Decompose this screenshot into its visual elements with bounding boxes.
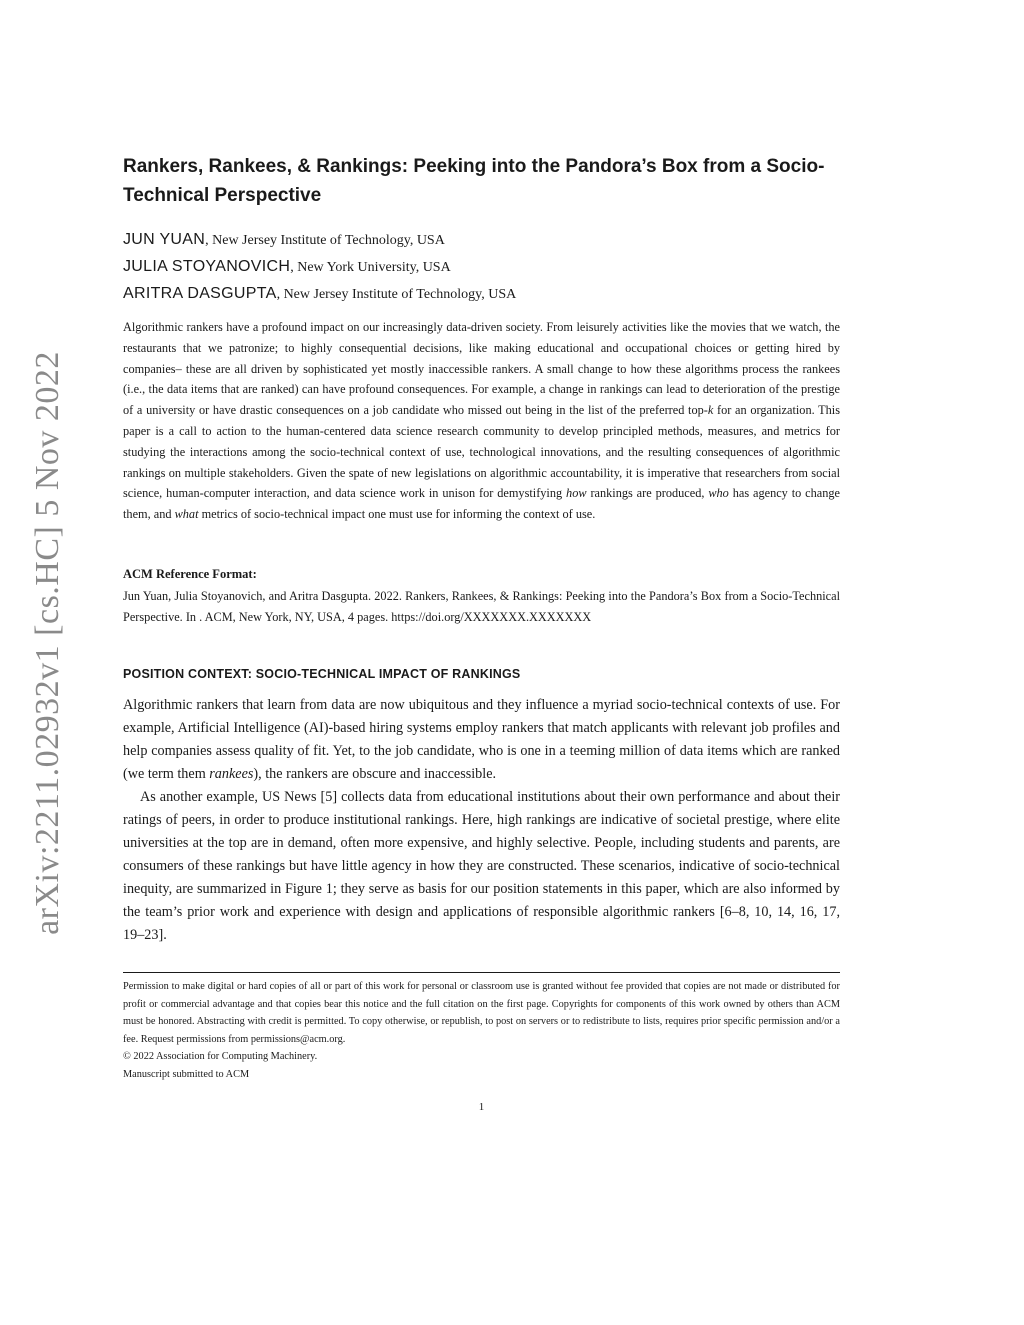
arxiv-identifier: arXiv:2211.02932v1 [cs.HC] 5 Nov 2022 [29,350,67,935]
abstract-text: rankings are produced, [586,486,709,501]
permission-notice: Permission to make digital or hard copies of all or part of this work for personal or classroom use is granted without fee provided that copies are not made or distributed for profit or commercial advantage and that copies bear this notice and the full citation on the first page. Copyrights for components of this work owned by others than ACM must be honored. Abstracting with credit is permitted. To copy otherwise, or republish, to post on servers or to redistribute to lists, requires prior specific permission and/or a fee. Request permissions from permissions@acm.org. [123,981,840,1045]
manuscript-notice: Manuscript submitted to ACM [123,1068,250,1080]
abstract [123,317,840,525]
page-number: 1 [478,1101,485,1113]
abstract-text: has agency to change them, and [123,486,841,522]
author-affiliation: , New Jersey Institute of Technology, USA [276,287,517,302]
section-body [123,694,840,947]
abstract-emphasis-what: what [174,507,199,522]
body-text: Algorithmic rankers that learn from data are now ubiquitous and they influence a myriad socio-technical contexts of use. For example, Artificial Intelligence (AI)-based hiring systems employ rankers that match applicants with relevant job profiles and help companies assess quality of fit. Yet, to the job candidate, who is one in a teeming million of data items which are ranked (we term them [123,697,840,782]
abstract-text: metrics of socio-technical impact one must use for informing the context of use. [198,507,596,522]
body-emphasis-rankees: rankees [209,766,254,782]
abstract-text: Algorithmic rankers have a profound impact on our increasingly data-driven society. From leisurely activities like the movies that we watch, the restaurants that we patronize; to highly consequential decisions, like making educational and occupational choices or getting hired by companies– these are all driven by sophisticated yet mostly inaccessible rankers. A small change to how these algorithms process the rankees (i.e., the data items that are ranked) can have profound consequences. For example, a change in rankings can lead to deterioration of the prestige of a university or have drastic consequences on a job candidate who missed out being in the list of the preferred top- [123,320,840,418]
footnote [123,978,840,1084]
copyright-notice: © 2022 Association for Computing Machinery. [123,1051,318,1063]
author-entry [123,226,840,253]
abstract-text: for an organization. This paper is a call to action to the human-centered data science research community to develop principled methods, measures, and metrics for studying the interactions among the socio-technical context of use, technological innovations, and the resulting consequences of algorithmic rankings on multiple stakeholders. Given the spate of new legislations on algorithmic accountability, it is imperative that researchers from social science, human-computer interaction, and data science work in unison for demystifying [123,403,840,501]
author-entry [123,280,840,307]
footnote-divider [123,972,840,973]
author-name: JUN YUAN [123,231,206,248]
author-name: ARITRA DASGUPTA [123,285,277,302]
abstract-emphasis-how: how [566,486,587,501]
author-affiliation: , New Jersey Institute of Technology, USA [205,233,445,248]
abstract-emphasis-who: who [708,486,729,501]
abstract-emphasis-k: k [707,403,714,418]
author-affiliation: , New York University, USA [290,260,451,275]
author-name: JULIA STOYANOVICH [123,258,291,275]
acm-reference-text: Jun Yuan, Julia Stoyanovich, and Aritra Dasgupta. 2022. Rankers, Rankees, & Rankings: Peeking into the Pandora’s Box from a Socio-Technical Perspective. In . ACM, New York, NY, USA, 4 pages. https://doi.org/XXXXXXX.XXXXXXX [123,589,840,624]
acm-reference-heading: ACM Reference Format: [123,567,257,581]
body-paragraph [123,694,840,786]
author-entry [123,253,840,280]
body-text: ), the rankers are obscure and inaccessible. [253,766,497,782]
arxiv-identifier-margin [28,350,68,935]
body-paragraph: As another example, US News [5] collects data from educational institutions about their own performance and about their ratings of peers, in order to produce institutional rankings. Here, high rankings are indicative of societal prestige, where elite universities at the top are in demand, often more expensive, and highly selective. People, including students and parents, are consumers of these rankings but have little agency in how they are constructed. These scenarios, indicative of socio-technical inequity, are summarized in Figure 1; they serve as basis for our position statements in this paper, which are also informed by the team’s prior work and experience with design and applications of responsible algorithmic rankers [6–8, 10, 14, 16, 17, 19–23]. [123,789,840,943]
section-heading: POSITION CONTEXT: SOCIO-TECHNICAL IMPACT OF RANKINGS [123,667,521,681]
author-list [123,226,840,307]
paper-title: Rankers, Rankees, & Rankings: Peeking into the Pandora’s Box from a Socio-Technical Perspective [123,156,825,206]
